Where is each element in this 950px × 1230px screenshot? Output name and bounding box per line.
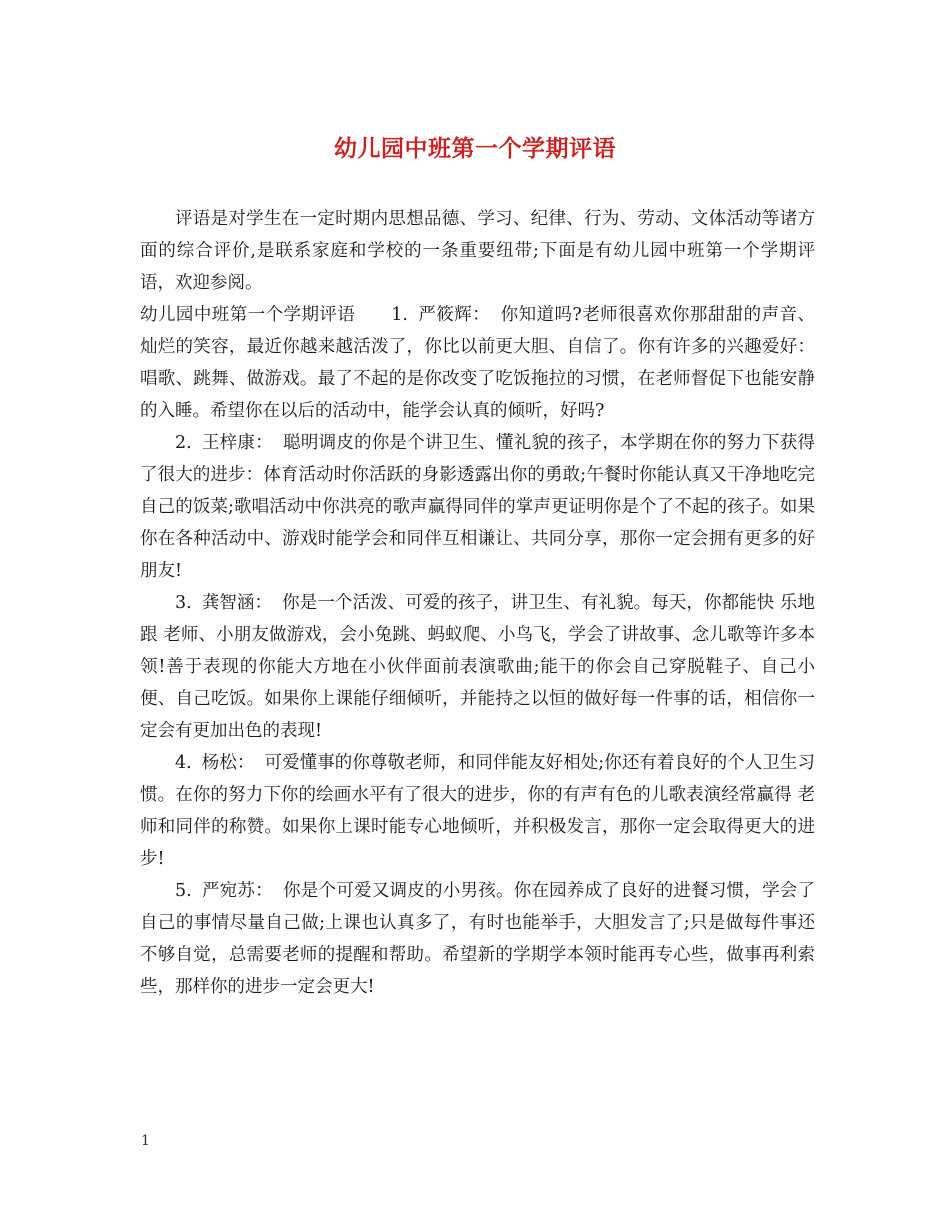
comment-text: 可爱懂事的你尊敬老师，和同伴能友好相处;你还有着良好的个人卫生习惯。在你的努力下你的绘画水平有了很大的进步，你的有声有色的儿歌表演经常赢得 老师和同伴的称赞。如果你上课时能专心地倾听，并积极发言，那你一定会取得更大的进步!: [140, 753, 815, 869]
student-name: 王梓康：: [201, 433, 273, 453]
document-body: [140, 203, 815, 1003]
page-number: 1: [141, 1133, 150, 1149]
item-number: 1.: [391, 305, 408, 325]
comment-item-2: [140, 427, 815, 587]
student-name: 杨松：: [201, 753, 255, 773]
section-heading: 幼儿园中班第一个学期评语: [140, 305, 356, 325]
student-name: 龚智涵：: [201, 593, 273, 613]
item-number: 3.: [175, 593, 192, 613]
student-name: 严筱辉：: [417, 305, 491, 325]
comment-item-4: [140, 747, 815, 875]
comment-item-5: [140, 875, 815, 1003]
comment-text: 你是个可爱又调皮的小男孩。你在园养成了良好的进餐习惯，学会了自己的事情尽量自己做;上课也认真多了，有时也能举手，大胆发言了;只是做每件事还不够自觉，总需要老师的提醒和帮助。希望新的学期学本领时能再专心些，做事再利索些，那样你的进步一定会更大!: [140, 881, 815, 997]
intro-paragraph: 评语是对学生在一定时期内思想品德、学习、纪律、行为、劳动、文体活动等诸方面的综合评价,是联系家庭和学校的一条重要纽带;下面是有幼儿园中班第一个学期评语，欢迎参阅。: [140, 209, 815, 293]
item-number: 5.: [175, 881, 192, 901]
item-number: 2.: [175, 433, 192, 453]
comment-item-1: [140, 299, 815, 427]
document-title: 幼儿园中班第一个学期评语: [334, 135, 616, 162]
comment-item-3: [140, 587, 815, 747]
comment-text: 聪明调皮的你是个讲卫生、懂礼貌的孩子，本学期在你的努力下获得了很大的进步：体育活动时你活跃的身影透露出你的勇敢;午餐时你能认真又干净地吃完自己的饭菜;歌唱活动中你洪亮的歌声赢得同伴的掌声更证明你是个了不起的孩子。如果你在各种活动中、游戏时能学会和同伴互相谦让、共同分享，那你一定会拥有更多的好朋友!: [140, 433, 815, 581]
comment-text: 你知道吗?老师很喜欢你那甜甜的声音、灿烂的笑容，最近你越来越活泼了，你比以前更大胆、自信了。你有许多的兴趣爱好：唱歌、跳舞、做游戏。最了不起的是你改变了吃饭拖拉的习惯，在老师督促下也能安静的入睡。希望你在以后的活动中，能学会认真的倾听，好吗?: [140, 305, 815, 421]
comment-text: 你是一个活泼、可爱的孩子，讲卫生、有礼貌。每天，你都能快 乐地跟 老师、小朋友做游戏，会小兔跳、蚂蚁爬、小鸟飞，学会了讲故事、念儿歌等许多本领!善于表现的你能大方地在小伙伴面前表演歌曲;能干的你会自己穿脱鞋子、自己小便、自己吃饭。如果你上课能仔细倾听，并能持之以恒的做好每一件事的话，相信你一定会有更加出色的表现!: [140, 593, 816, 741]
item-number: 4.: [175, 753, 192, 773]
student-name: 严宛苏：: [201, 881, 273, 901]
